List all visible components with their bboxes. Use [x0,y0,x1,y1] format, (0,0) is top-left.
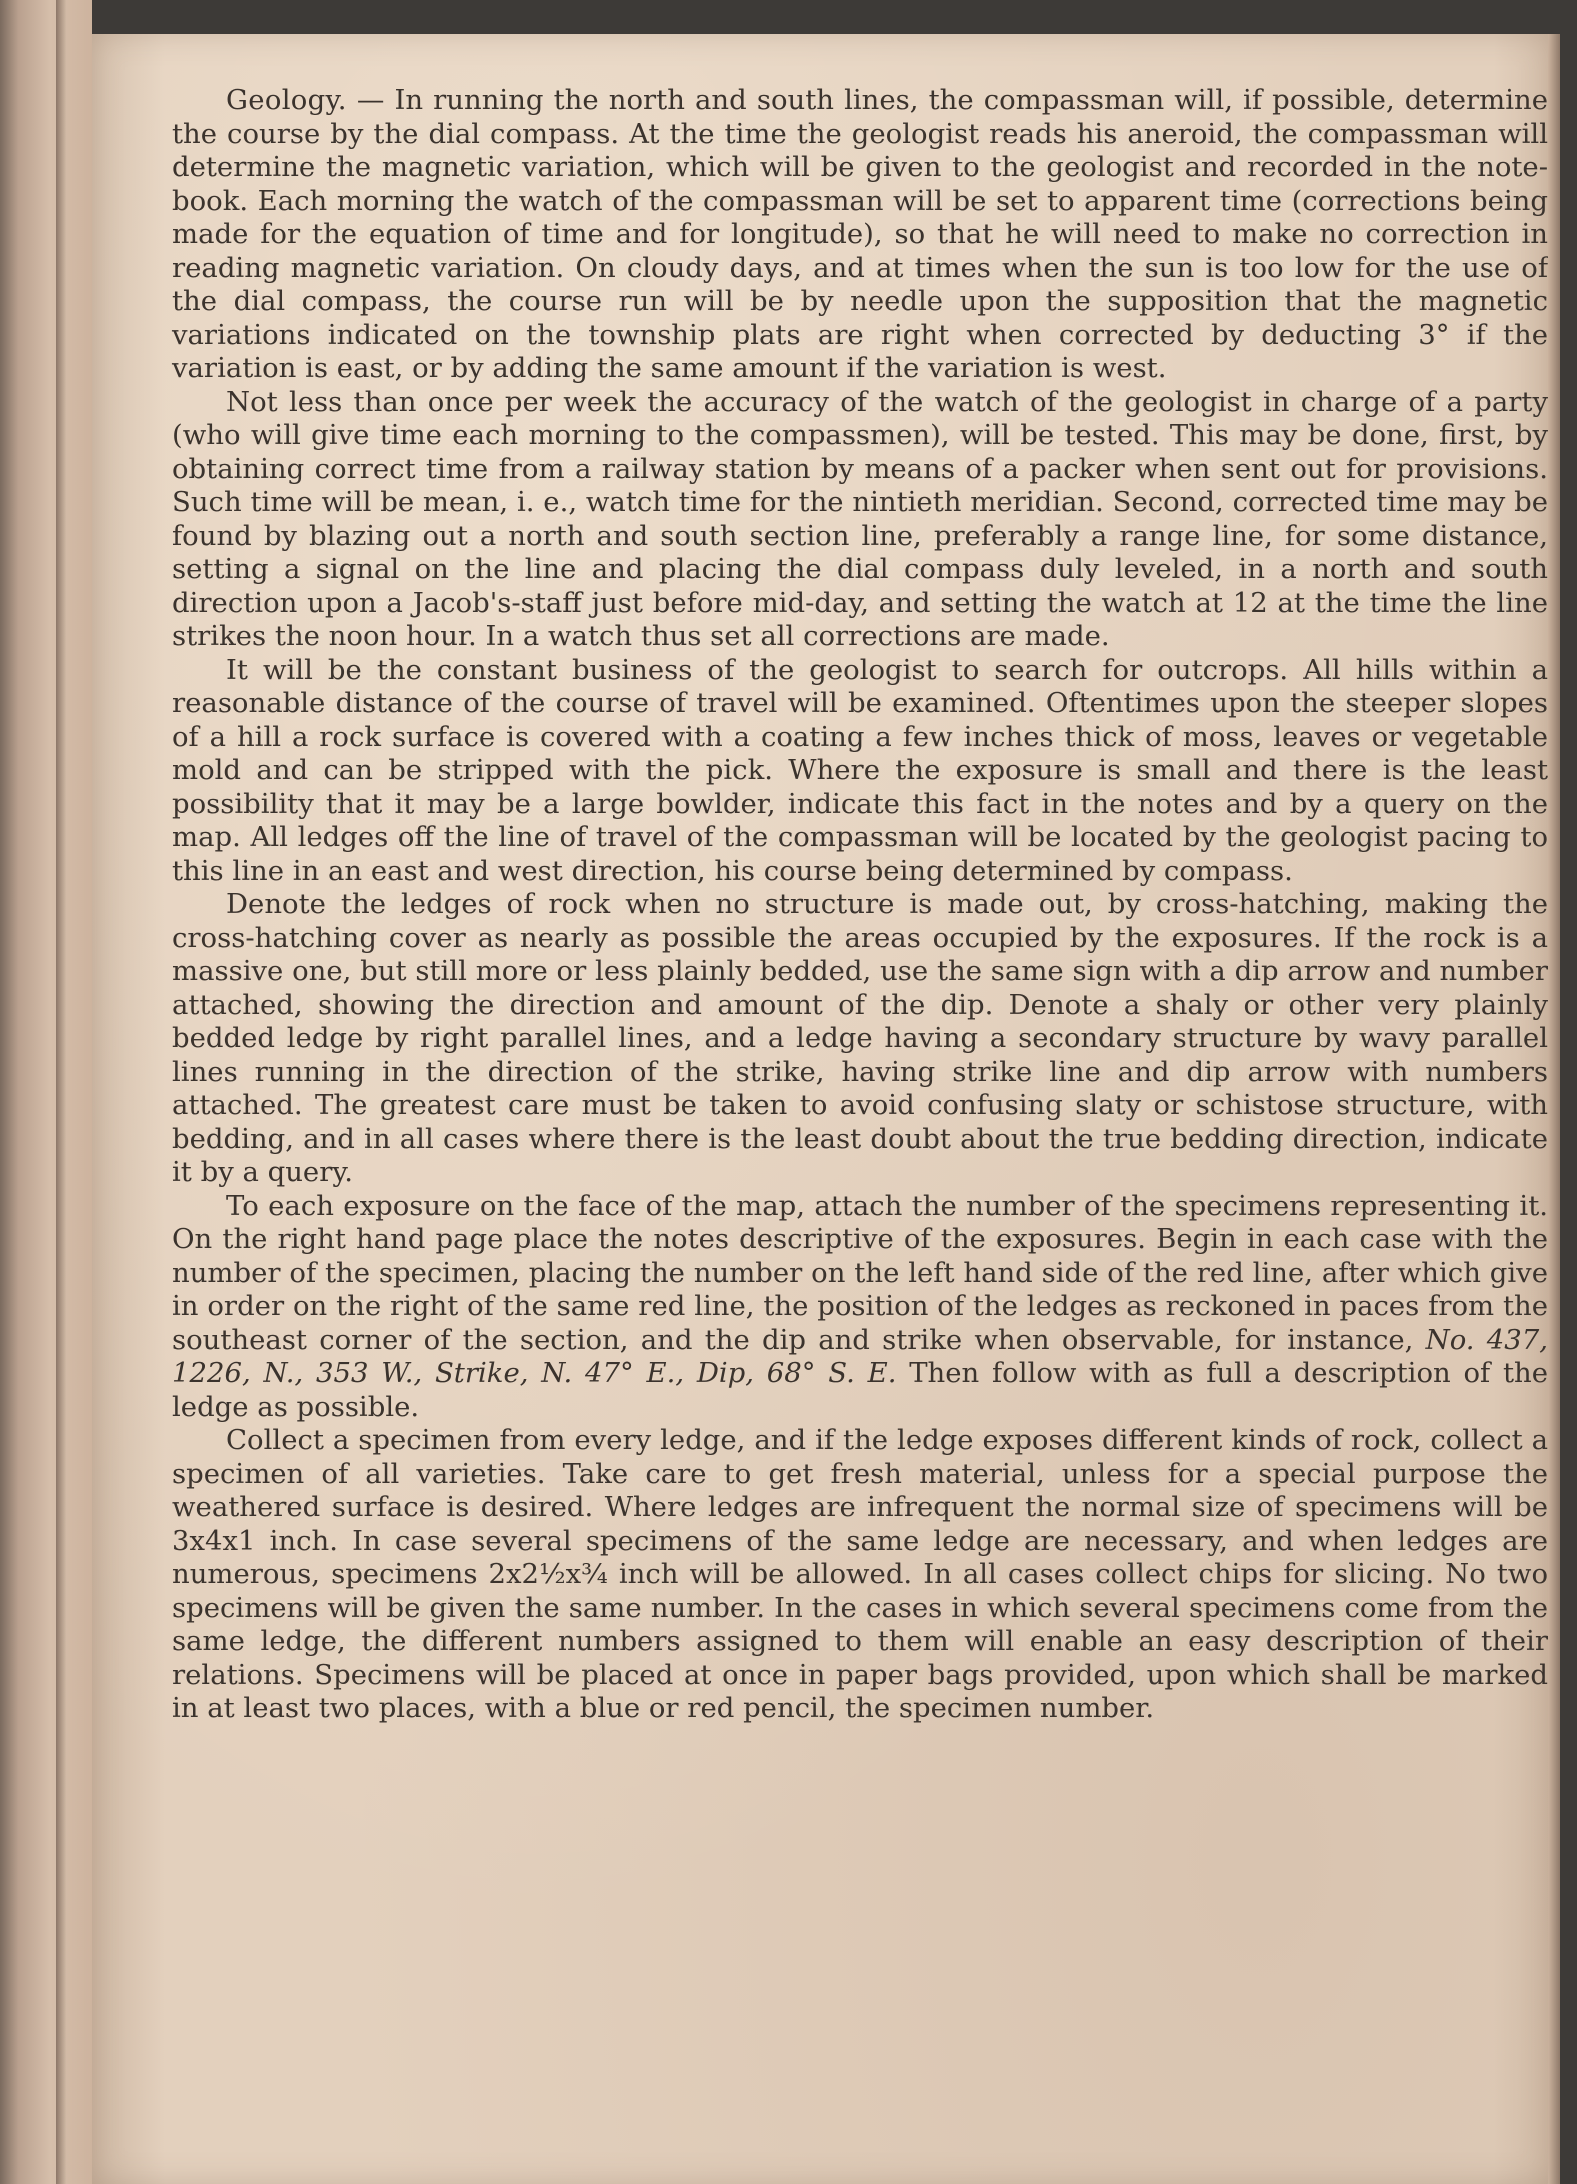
paragraph-ledge-notation: Denote the ledges of rock when no structure is made out, by cross-hatching, making the cross-hatching cover as nearly as possible the areas occupied by the exposures. If the rock is a massive one, but still more or less plainly bedded, use the same sign with a dip arrow and number attached, showing the direction and amount of the dip. Denote a shaly or other very plainly bedded ledge by right parallel lines, and a ledge having a secondary structure by wavy parallel lines running in the direction of the strike, having strike line and dip arrow with numbers attached. The greatest care must be taken to avoid confusing slaty or schistose structure, with bedding, and in all cases where there is the least doubt about the true bedding direction, indicate it by a query. [172,888,1548,1188]
paragraph-watch-accuracy: Not less than once per week the accuracy of the watch of the geologist in charge of a party (who will give time each morning to the compassmen), will be tested. This may be done, first, by obtaining correct time from a railway station by means of a packer when sent out for provisions. Such time will be mean, i. e., watch time for the nintieth meridian. Second, corrected time may be found by blazing out a north and south section line, preferably a range line, for some distance, setting a signal on the line and placing the dial compass duly leveled, in a north and south direction upon a Jacob's-staff just before mid-day, and setting the watch at 12 at the time the line strikes the noon hour. In a watch thus set all corrections are made. [172,385,1548,652]
paragraph-exposure-numbers [172,1190,1548,1425]
page [92,34,1552,2184]
spine-edge [56,0,66,2184]
paragraph-geology [172,84,1548,386]
paragraph-outcrops: It will be the constant business of the geologist to search for outcrops. All hills within a reasonable distance of the course of travel will be examined. Oftentimes upon the steeper slopes of a hill a rock surface is covered with a coating a few inches thick of moss, leaves or vegetable mold and can be stripped with the pick. Where the exposure is small and there is the least possibility that it may be a large bowlder, indicate this fact in the notes and by a query on the map. All ledges off the line of travel of the compassman will be located by the geologist pacing to this line in an east and west direction, his course being determined by compass. [172,653,1548,887]
paragraph-text: Then follow with as full a description of the ledge as possible. [172,1357,1548,1423]
paragraph-specimens: Collect a specimen from every ledge, and if the ledge exposes different kinds of rock, collect a specimen of all varieties. Take care to get fresh material, unless for a special purpose the weathered surface is desired. Where ledges are infrequent the normal size of specimens will be 3x4x1 inch. In case several specimens of the same ledge are necessary, and when ledges are numerous, specimens 2x2½x¾ inch will be allowed. In all cases collect chips for slicing. No two specimens will be given the same number. In the cases in which several specimens come from the same ledge, the different numbers assigned to them will enable an easy description of their relations. Specimens will be placed at once in paper bags provided, upon which shall be marked in at least two places, with a blue or red pencil, the specimen number. [172,1424,1548,1724]
section-lead: Geology. [226,84,347,116]
example-entry: No. 437, 1226, N., 353 W., Strike, N. 47° E., Dip, 68° S. E. [172,1323,1548,1389]
body-text [172,84,1548,1726]
paragraph-text: To each exposure on the face of the map, attach the number of the specimens representing it. On the right hand page place the notes descriptive of the exposures. Begin in each case with the number of the specimen, placing the number on the left hand side of the red line, after which give in order on the right of the same red line, the position of the ledges as reckoned in paces from the southeast corner of the section, and the dip and strike when observable, for instance, [172,1189,1548,1356]
book-gutter [0,0,92,2184]
page-edge [1548,34,1560,2184]
paragraph-text: — In running the north and south lines, the compassman will, if possible, determine the course by the dial compass. At the time the geologist reads his aneroid, the compassman will determine the magnetic variation, which will be given to the geologist and recorded in the note-book. Each morning the watch of the compassman will be set to apparent time (corrections being made for the equation of time and for longitude), so that he will need to make no correction in reading magnetic variation. On cloudy days, and at times when the sun is too low for the use of the dial compass, the course run will be by needle upon the supposition that the magnetic variations indicated on the township plats are right when corrected by deducting 3° if the variation is east, or by adding the same amount if the variation is west. [172,84,1548,384]
